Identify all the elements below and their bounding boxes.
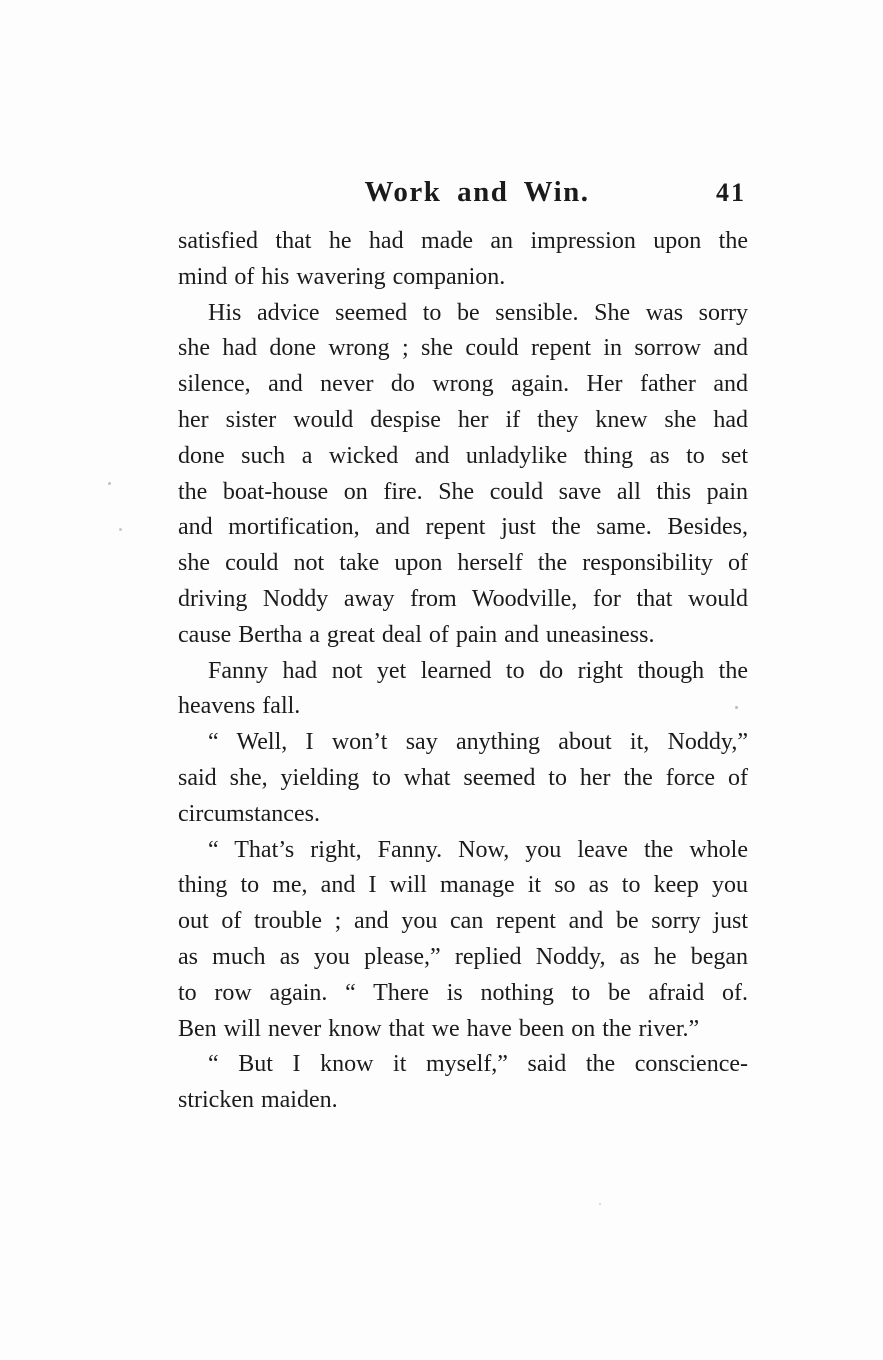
scan-speck: [599, 1203, 601, 1205]
text-line: Ben will never know that we have been on the river.”: [178, 1015, 700, 1042]
scan-speck: [735, 706, 738, 709]
page-header: [178, 176, 748, 216]
text-line: thing to me, and I will manage it so as to keep you: [178, 872, 748, 899]
paragraph: [178, 1047, 748, 1119]
paragraph: [178, 725, 748, 832]
text-line: her sister would despise her if they knew she had: [178, 406, 748, 433]
text-line: heavens fall.: [178, 693, 301, 720]
text-line: Fanny had not yet learned to do right though the: [208, 657, 748, 684]
text-line: mind of his wavering companion.: [178, 263, 506, 290]
text-line: and mortification, and repent just the same. Besides,: [178, 514, 748, 541]
text-line: cause Bertha a great deal of pain and uneasiness.: [178, 621, 655, 648]
paragraph: [178, 833, 748, 1048]
text-line: “ Well, I won’t say anything about it, Noddy,”: [208, 729, 748, 756]
text-line: as much as you please,” replied Noddy, as he began: [178, 943, 748, 970]
text-line: “ But I know it myself,” said the conscience-: [208, 1051, 748, 1078]
paragraph: [178, 224, 748, 296]
scan-speck: [119, 528, 122, 531]
text-line: said she, yielding to what seemed to her the force of: [178, 764, 748, 791]
text-line: she had done wrong ; she could repent in sorrow and: [178, 335, 748, 362]
text-line: done such a wicked and unladylike thing as to set: [178, 442, 748, 469]
scan-speck: [108, 482, 111, 485]
text-line: stricken maiden.: [178, 1087, 338, 1114]
paragraph: [178, 296, 748, 654]
text-line: driving Noddy away from Woodville, for that would: [178, 585, 748, 612]
page-number: 41: [716, 178, 746, 207]
text-line: “ That’s right, Fanny. Now, you leave the whole: [208, 836, 748, 863]
text-line: she could not take upon herself the responsibility of: [178, 550, 748, 577]
text-line: His advice seemed to be sensible. She was sorry: [208, 299, 748, 326]
text-line: out of trouble ; and you can repent and be sorry just: [178, 908, 748, 935]
paragraph: [178, 654, 748, 726]
running-title: Work and Win.: [364, 176, 590, 208]
text-line: to row again. “ There is nothing to be afraid of.: [178, 979, 748, 1006]
text-line: satisfied that he had made an impression upon the: [178, 228, 748, 254]
text-line: the boat-house on fire. She could save all this pain: [178, 478, 748, 505]
body-text: [178, 224, 748, 1119]
text-line: circumstances.: [178, 800, 320, 827]
text-line: silence, and never do wrong again. Her father and: [178, 371, 748, 398]
